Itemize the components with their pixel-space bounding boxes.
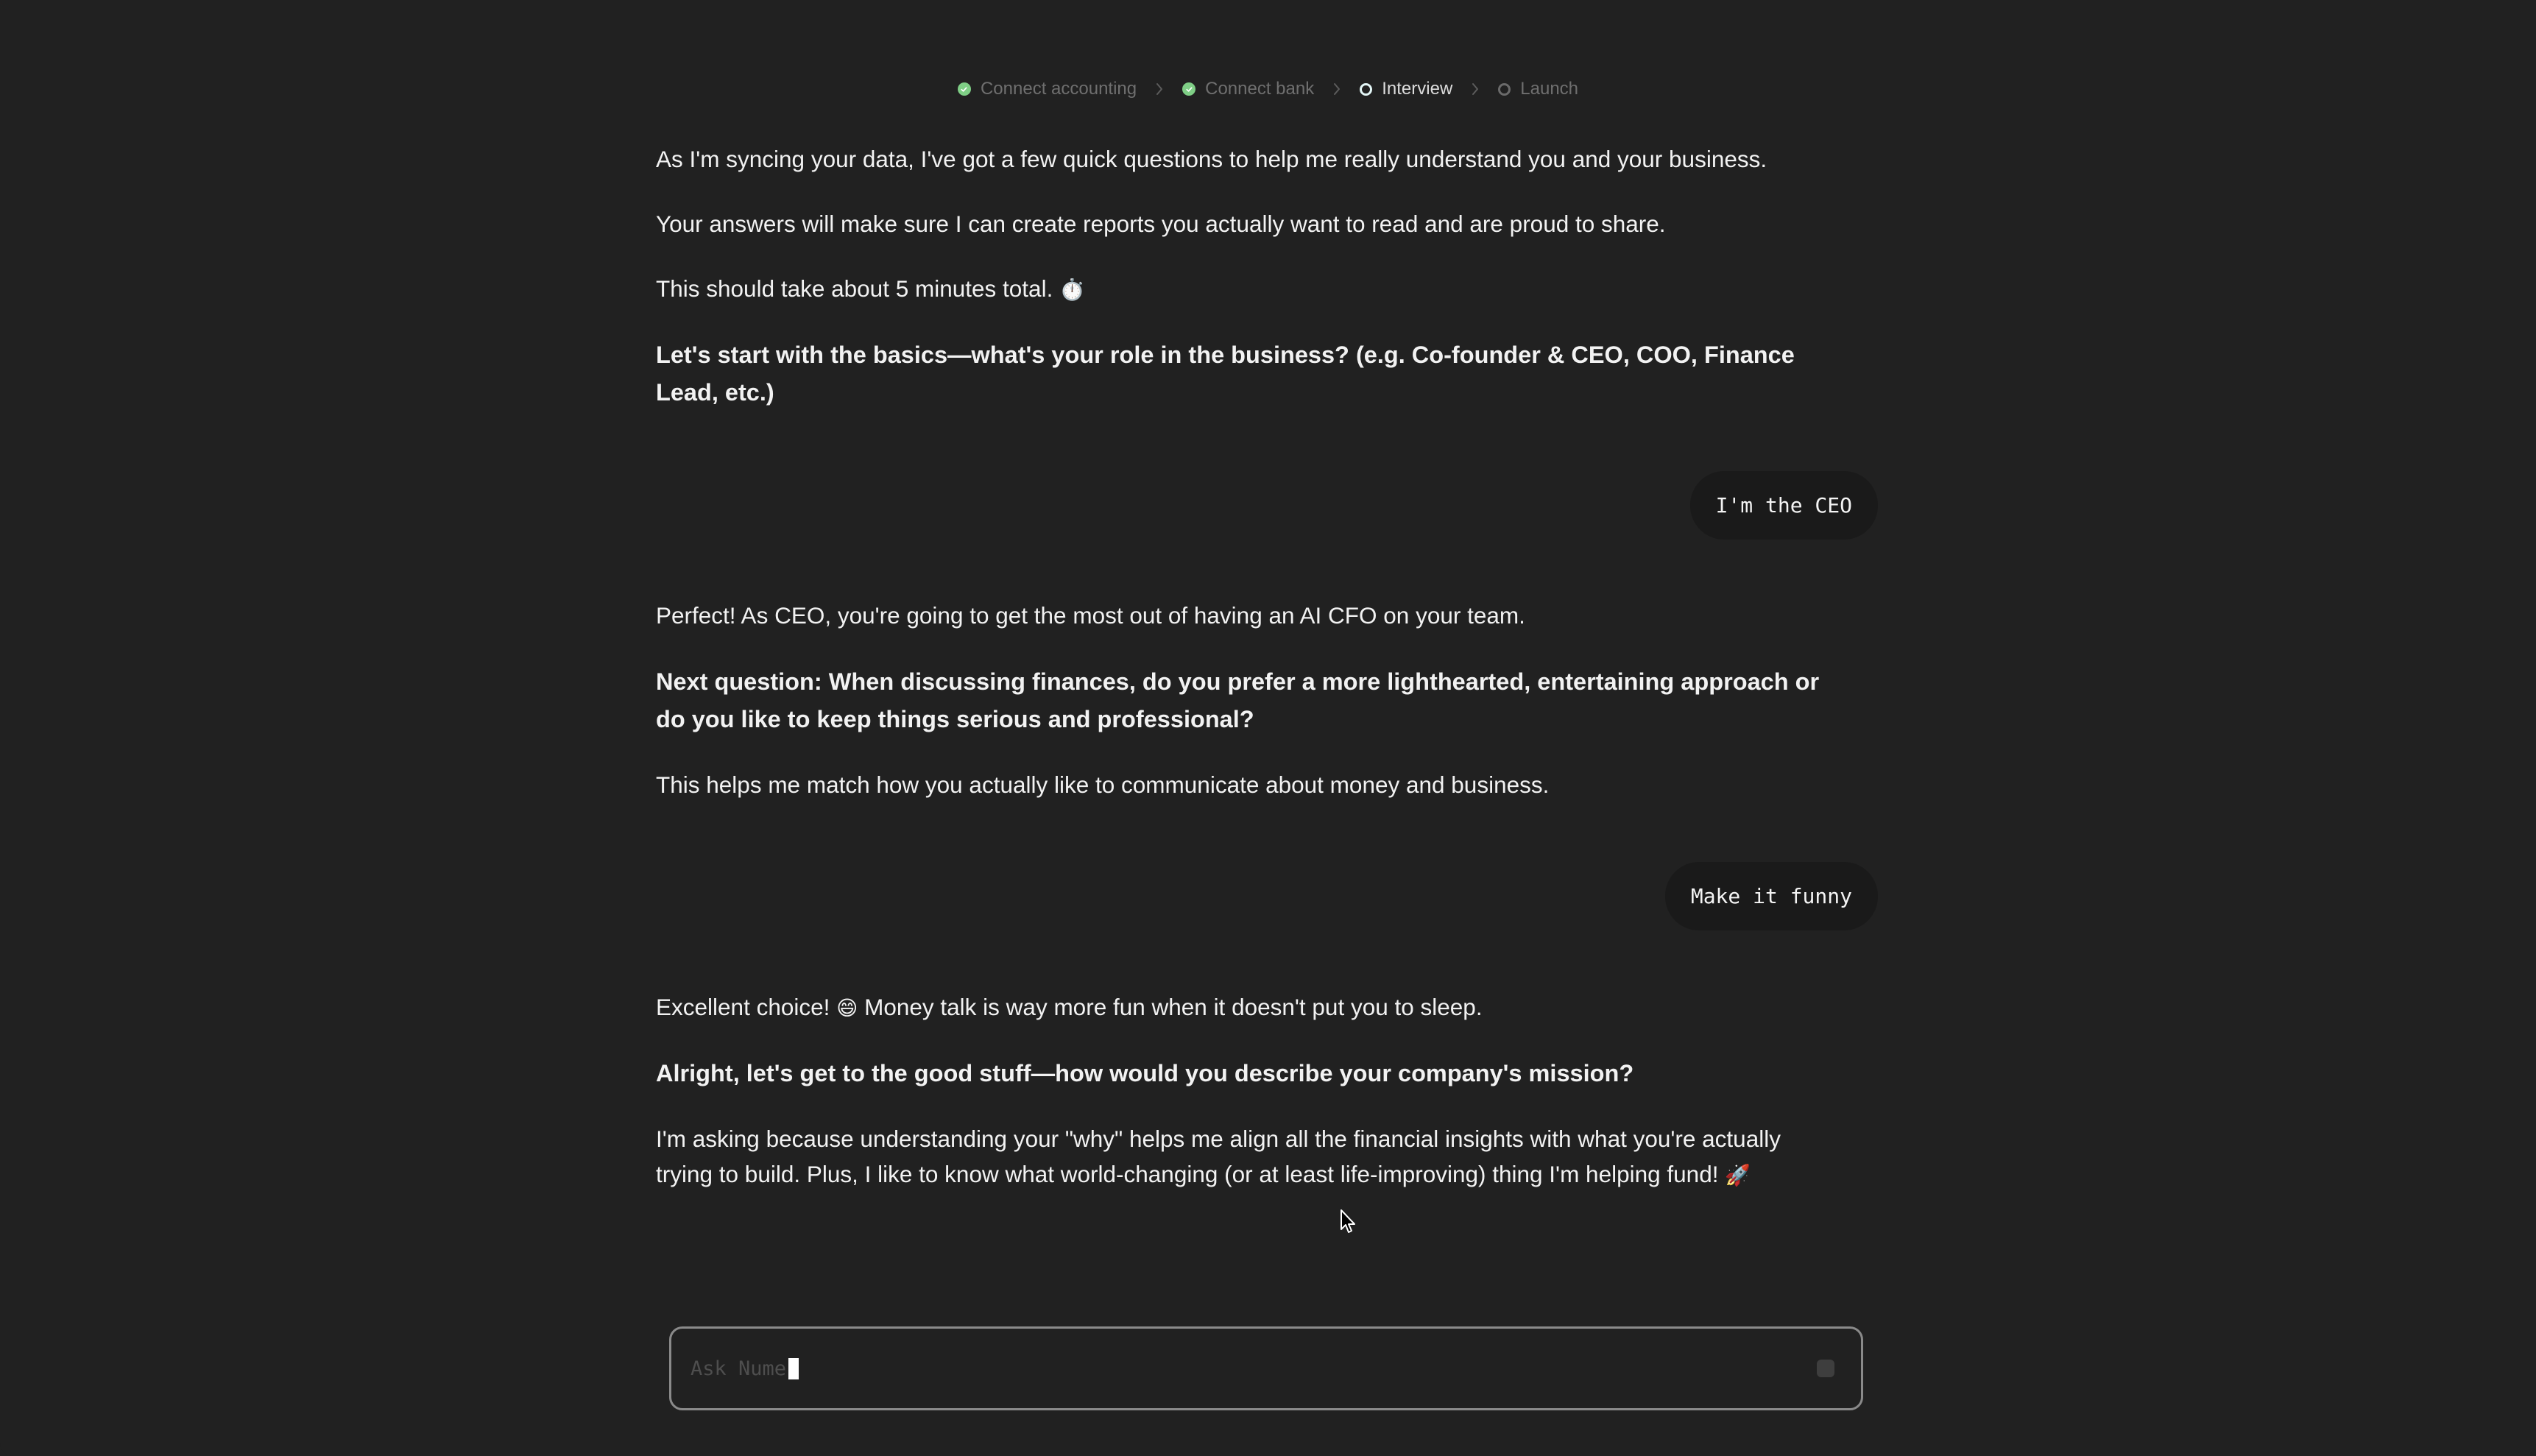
step-label: Launch [1520,79,1579,99]
chat-composer[interactable] [669,1326,1863,1410]
assistant-message-intro-3 [656,270,1878,308]
assistant-message-mission-explainer-line-1: I'm asking because understanding your "why" helps me align all the financial insights with what you're actually [656,1125,1781,1152]
user-message-bubble: I'm the CEO [1690,471,1878,540]
current-step-ring-icon [1360,83,1372,96]
message-text: This should take about 5 minutes total. [656,275,1053,302]
message-input[interactable] [690,1329,1780,1408]
check-circle-icon [958,82,971,96]
step-interview[interactable] [1360,79,1452,99]
chevron-right-icon [1452,82,1498,96]
stopwatch-icon: ⏱️ [1059,278,1085,302]
assistant-message-perfect: Perfect! As CEO, you're going to get the most out of having an AI CFO on your team. [656,602,1525,629]
step-connect-bank[interactable] [1182,79,1314,99]
input-placeholder: Ask Nume [690,1357,787,1380]
check-circle-icon [1182,82,1195,96]
message-text: Money talk is way more fun when it doesn't put you to sleep. [864,994,1483,1020]
user-message-bubble: Make it funny [1665,862,1878,930]
text-caret [788,1358,799,1379]
assistant-question-tone-line-1: Next question: When discussing finances, do you prefer a more lighthearted, entertaining approach or [656,668,1820,695]
chevron-right-icon [1314,82,1360,96]
assistant-message-intro-1: As I'm syncing your data, I've got a few quick questions to help me really understand you and your business. [656,146,1767,172]
assistant-message-mission-explainer-line-2 [656,1156,1878,1194]
message-text: Excellent choice! [656,994,830,1020]
assistant-question-role-line-1: Let's start with the basics—what's your role in the business? (e.g. Co-founder & CEO, COO, Finance [656,342,1795,368]
step-label: Connect bank [1205,79,1315,99]
mouse-pointer-icon [1340,1209,1357,1235]
assistant-question-role-line-2: Lead, etc.) [656,379,774,406]
step-label: Interview [1382,79,1453,99]
message-text: trying to build. Plus, I like to know what world-changing (or at least life-improving) thing I'm helping fund! [656,1161,1719,1187]
stop-square-icon[interactable] [1817,1360,1834,1377]
step-label: Connect accounting [980,79,1137,99]
onboarding-stepper [0,77,2536,102]
grinning-face-icon: 😄 [836,996,858,1020]
rocket-icon: 🚀 [1725,1163,1751,1187]
step-connect-accounting[interactable] [958,79,1137,99]
assistant-message-intro-2: Your answers will make sure I can create reports you actually want to read and are proud to share. [656,211,1666,237]
step-launch[interactable] [1498,79,1578,99]
assistant-question-tone-line-2: do you like to keep things serious and professional? [656,706,1254,732]
pending-step-ring-icon [1498,83,1511,96]
chevron-right-icon [1137,82,1182,96]
assistant-question-mission: Alright, let's get to the good stuff—how would you describe your company's mission? [656,1060,1634,1086]
assistant-message-excellent [656,989,1878,1027]
assistant-message-tone-explainer: This helps me match how you actually like to communicate about money and business. [656,771,1550,798]
